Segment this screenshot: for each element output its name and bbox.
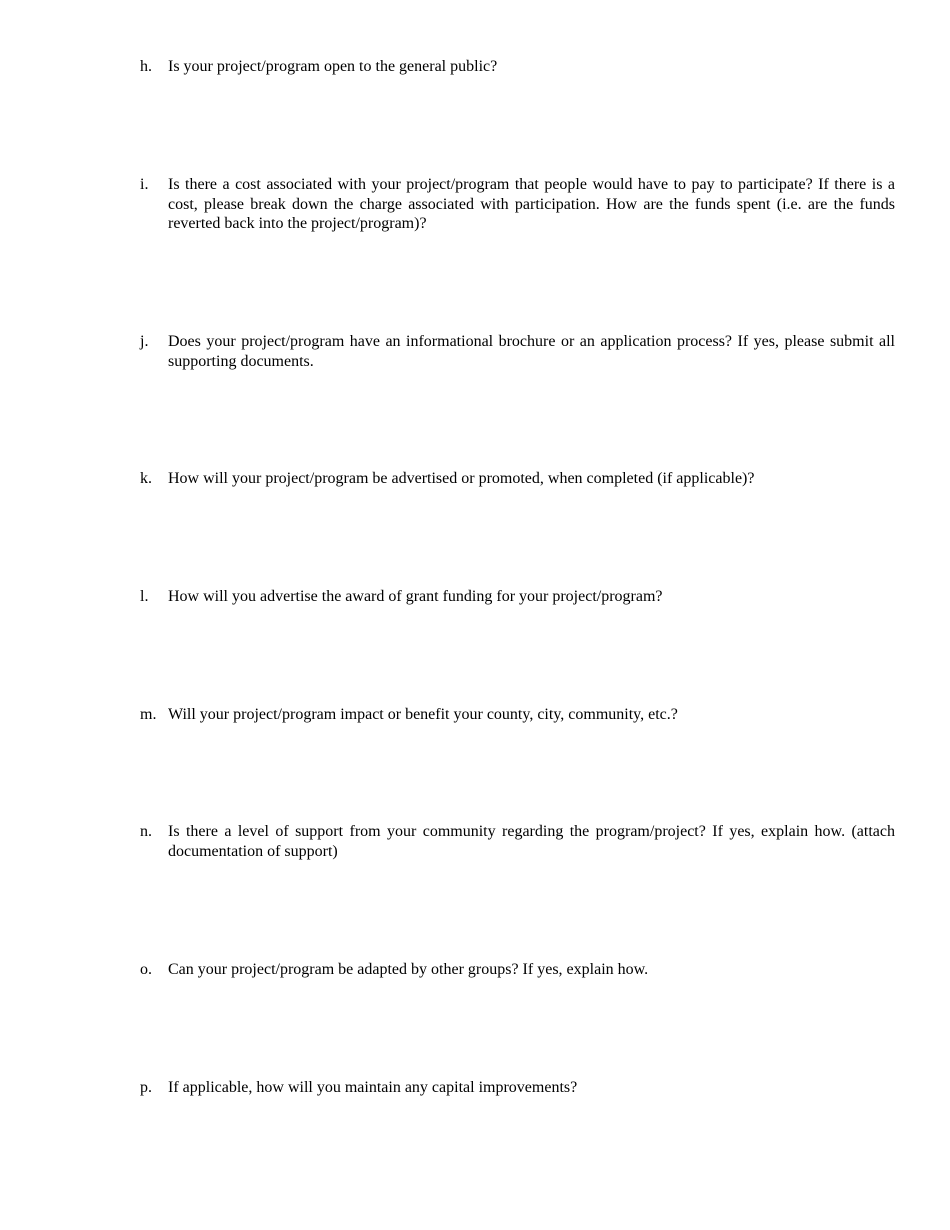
- question-letter: k.: [140, 470, 152, 487]
- question-letter: p.: [140, 1079, 152, 1096]
- question-j: [140, 332, 895, 371]
- question-letter: n.: [140, 823, 152, 840]
- question-h: [140, 57, 895, 77]
- question-l: [140, 587, 895, 607]
- question-letter: o.: [140, 961, 152, 978]
- question-n: [140, 822, 895, 861]
- question-text: Does your project/program have an informational brochure or an application process? If yes, please submit all supporting documents.: [168, 333, 895, 370]
- question-text: How will you advertise the award of grant funding for your project/program?: [168, 588, 663, 605]
- question-letter: i.: [140, 176, 149, 193]
- question-text: If applicable, how will you maintain any capital improvements?: [168, 1079, 578, 1096]
- question-k: [140, 469, 895, 489]
- question-o: [140, 960, 895, 980]
- question-text: Is your project/program open to the general public?: [168, 58, 498, 75]
- question-m: [140, 705, 895, 725]
- question-letter: h.: [140, 58, 152, 75]
- question-p: [140, 1078, 895, 1098]
- question-text: How will your project/program be advertised or promoted, when completed (if applicable)?: [168, 470, 755, 487]
- question-text: Is there a cost associated with your project/program that people would have to pay to participate? If there is a cost, please break down the charge associated with participation. How are the funds spent (i.e. are the funds reverted back into the project/program)?: [168, 176, 895, 232]
- question-text: Will your project/program impact or benefit your county, city, community, etc.?: [168, 706, 678, 723]
- question-i: [140, 175, 895, 234]
- question-letter: l.: [140, 588, 149, 605]
- question-letter: m.: [140, 706, 157, 723]
- question-letter: j.: [140, 333, 149, 350]
- question-text: Can your project/program be adapted by other groups? If yes, explain how.: [168, 961, 649, 978]
- question-text: Is there a level of support from your community regarding the program/project? If yes, explain how. (attach documentation of support): [168, 823, 895, 860]
